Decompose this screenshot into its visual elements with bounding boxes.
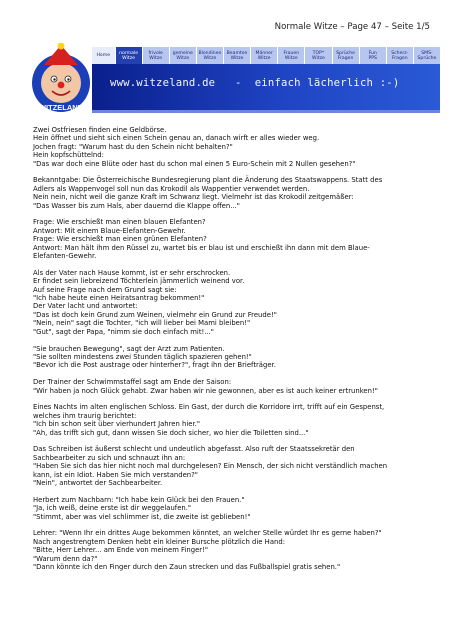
joke-line: Herbert zum Nachbarn: "Ich habe kein Glück bei den Frauen." — [33, 495, 245, 504]
nav-item-scherz-fragen[interactable]: Scherz- Fragen — [387, 47, 414, 64]
joke-line: "Ah, das trifft sich gut, dann wissen Sie doch sicher, wo hier die Toiletten sind..." — [33, 428, 309, 437]
nav-item-top-witze[interactable]: TOP* Witze — [305, 47, 332, 64]
joke-line: "Das war doch eine Blüte oder hast du schon mal einen 5 Euro-Schein mit 2 Nullen gesehen?" — [33, 159, 356, 168]
joke-paragraph — [33, 496, 431, 521]
joke-line: Frage: Wie erschießt man einen grünen Elefanten? — [33, 235, 207, 244]
joke-paragraph — [33, 176, 431, 210]
banner-strip — [92, 64, 440, 113]
nav-item-sprüche-fragen[interactable]: Sprüche Fragen — [333, 47, 360, 64]
banner-slogan: www.witzeland.de - einfach lächerlich :-) — [110, 77, 400, 89]
nav-item-home[interactable]: Home — [92, 47, 116, 64]
joke-paragraph — [33, 218, 431, 260]
joke-line: Bekanntgabe: Die Österreichische Bundesregierung plant die Änderung des Staatswappens. Statt des — [33, 176, 383, 185]
joke-line: Hein kopfschüttelnd: — [33, 151, 104, 160]
joke-line: "Haben Sie sich das hier nicht noch mal durchgelesen? Ein Mensch, der sich nicht verständlich machen — [33, 462, 388, 471]
logo-text: WITZELAND — [38, 103, 84, 112]
joke-paragraph — [33, 269, 431, 336]
nav-item-blondinen-witze[interactable]: Blondinen Witze — [197, 47, 224, 64]
joke-line: kann, ist ein Idiot. Haben Sie mich verstanden?" — [33, 470, 198, 479]
joke-line: "Wir haben ja noch Glück gehabt. Zwar haben wir nie gewonnen, aber es ist auch keiner ertrunken!" — [33, 386, 378, 395]
joke-line: "Bevor ich die Post austrage oder hinterher?", fragt ihn der Briefträger. — [33, 361, 276, 370]
joke-line: Sachbearbeiter zu sich und schnauzt ihn an: — [33, 453, 186, 462]
nav-item-sms-sprüche[interactable]: SMS- Sprüche — [414, 47, 440, 64]
joke-line: Adlers als Wappenvogel soll nun das Krokodil als Wappentier verwendet werden. — [33, 184, 310, 193]
page-header: Normale Witze – Page 47 – Seite 1/5 — [274, 22, 430, 32]
nav-item-normale-witze[interactable]: normale Witze — [116, 47, 143, 64]
joke-paragraph — [33, 378, 431, 395]
joke-line: Der Vater lacht und antwortet: — [33, 302, 138, 311]
joke-line: Jochen fragt: "Warum hast du den Schein nicht behalten?" — [33, 142, 233, 151]
joke-line: Auf seine Frage nach dem Grund sagt sie: — [33, 285, 177, 294]
joke-paragraph — [33, 345, 431, 370]
joke-line: "Stimmt, aber was viel schlimmer ist, die zweite ist geblieben!" — [33, 512, 251, 521]
logo-pupil-right — [67, 78, 69, 80]
joke-paragraph — [33, 529, 431, 571]
joke-line: "Nein, nein" sagt die Tochter, "ich will lieber bei Mami bleiben!" — [33, 319, 251, 328]
joke-line: "Ja, ich weiß, deine erste ist dir weggelaufen." — [33, 504, 192, 513]
joke-line: Er findet sein liebreizend Töchterlein jämmerlich weinend vor. — [33, 277, 245, 286]
joke-line: "Dann könnte ich den Finger durch den Zaun strecken und das Fußballspiel gratis sehen." — [33, 562, 341, 571]
joke-paragraph — [33, 403, 431, 437]
nav-item-fun-pps[interactable]: Fun PPS — [360, 47, 387, 64]
main-nav — [92, 47, 440, 64]
nav-item-beamten-witze[interactable]: Beamten Witze — [224, 47, 251, 64]
joke-line: Zwei Ostfriesen finden eine Geldbörse. — [33, 126, 167, 134]
joke-line: Eines Nachts im alten englischen Schloss. Ein Gast, der durch die Korridore irrt, trifft auf ein Gespenst, — [33, 403, 385, 412]
jokes-content — [33, 126, 431, 580]
joke-line: "Warum denn da?" — [33, 554, 98, 563]
logo-nose — [58, 82, 65, 89]
joke-line: "Bitte, Herr Lehrer... am Ende von meinem Finger!" — [33, 546, 208, 555]
joke-line: "Das Wasser bis zum Hals, aber dauernd die Klappe offen..." — [33, 201, 240, 210]
joke-paragraph — [33, 126, 431, 168]
nav-item-männer-witze[interactable]: Männer Witze — [251, 47, 278, 64]
joke-line: Als der Vater nach Hause kommt, ist er sehr erschrocken. — [33, 268, 231, 277]
joke-paragraph — [33, 445, 431, 487]
nav-item-frauen-witze[interactable]: Frauen Witze — [278, 47, 305, 64]
joke-line: "Ich bin schon seit über vierhundert Jahren hier." — [33, 420, 200, 429]
joke-line: Nein nein, nicht weil die ganze Kraft im Schwanz liegt. Vielmehr ist das Krokodil zeitgemäßer: — [33, 193, 354, 202]
joke-line: Nach angestrengtem Denken hebt ein kleiner Bursche plötzlich die Hand: — [33, 537, 286, 546]
joke-line: "Gut", sagt der Papa, "nimm sie doch einfach mit!..." — [33, 327, 214, 336]
site-banner — [30, 47, 440, 113]
joke-line: Antwort: Man hält ihm den Rüssel zu, wartet bis er blau ist und erschießt ihn dann mit dem Blaue- — [33, 243, 370, 252]
joke-line: "Sie sollten mindestens zwei Stunden täglich spazieren gehen!" — [33, 352, 252, 361]
joke-line: Lehrer: "Wenn Ihr ein drittes Auge bekommen könntet, an welcher Stelle würdet Ihr es gerne haben?" — [33, 529, 382, 538]
joke-line: welches ihm traurig berichtet: — [33, 411, 137, 420]
logo-pupil-left — [53, 78, 55, 80]
nav-item-frivole-witze[interactable]: frivole Witze — [143, 47, 170, 64]
nav-item-gemeine-witze[interactable]: gemeine Witze — [170, 47, 197, 64]
joke-line: Der Trainer der Schwimmstaffel sagt am Ende der Saison: — [33, 378, 232, 387]
joke-line: Hein öffnet und sieht sich einen Schein genau an, danach wirft er alles wieder weg. — [33, 134, 320, 143]
joke-line: "Nein", antwortet der Sachbearbeiter. — [33, 478, 163, 487]
joke-line: Elefanten-Gewehr. — [33, 252, 97, 261]
joke-line: "Ich habe heute einen Heiratsantrag bekommen!" — [33, 294, 205, 303]
joke-line: "Das ist doch kein Grund zum Weinen, vielmehr ein Grund zur Freude!" — [33, 310, 277, 319]
joke-line: "Sie brauchen Bewegung", sagt der Arzt zum Patienten. — [33, 344, 225, 353]
witzeland-logo[interactable] — [30, 43, 92, 117]
joke-line: Frage: Wie erschießt man einen blauen Elefanten? — [33, 218, 206, 227]
joke-line: Das Schreiben ist äußerst schlecht und undeutlich abgefasst. Also ruft der Staatssekretär den — [33, 445, 355, 454]
joke-line: Antwort: Mit einem Blaue-Elefanten-Gewehr. — [33, 226, 186, 235]
